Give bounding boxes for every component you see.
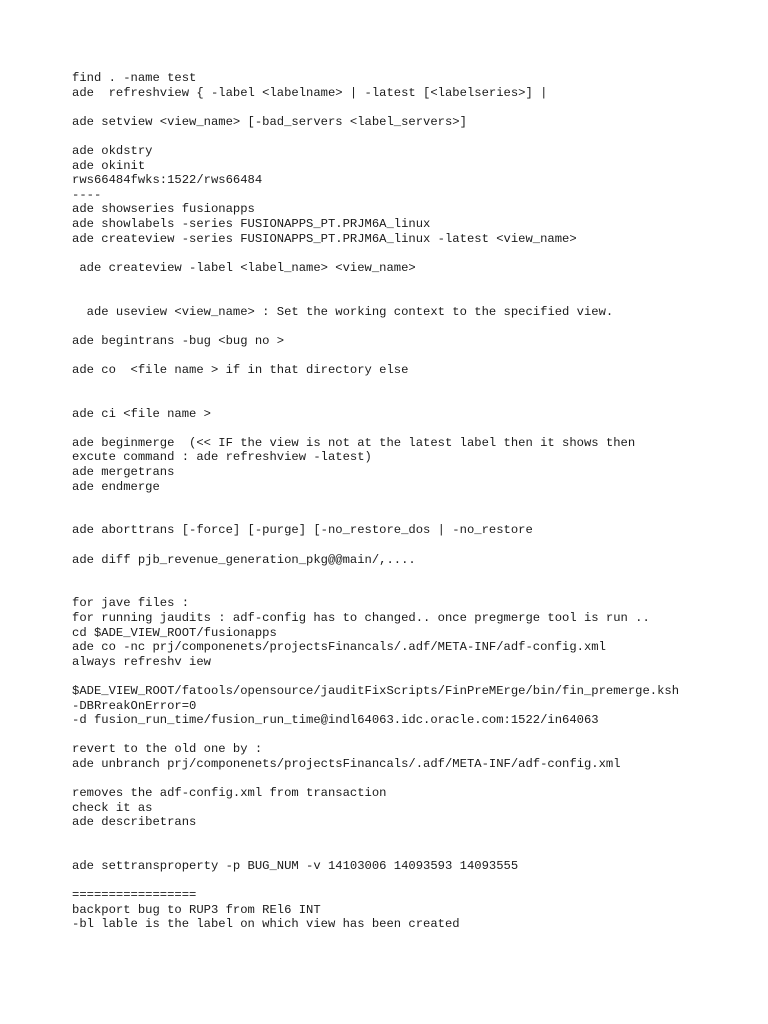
text-line: ade createview -label <label_name> <view_name> [72, 260, 416, 275]
text-line: ade okdstry [72, 143, 153, 158]
blank-line [72, 874, 762, 889]
blank-line [72, 567, 762, 582]
blank-line [72, 772, 762, 787]
blank-line [72, 494, 762, 509]
text-line: for jave files : [72, 596, 190, 611]
text-line: ade useview <view_name> : Set the working context to the specified view. [72, 304, 614, 319]
blank-line [72, 509, 762, 524]
blank-line [72, 844, 762, 859]
text-line: ade okinit [72, 158, 146, 173]
text-line: ade settransproperty -p BUG_NUM -v 14103006 14093593 14093555 [72, 859, 519, 874]
text-line: removes the adf-config.xml from transaction [72, 786, 387, 801]
text-line: ade createview -series FUSIONAPPS_PT.PRJM6A_linux -latest <view_name> [72, 231, 577, 246]
blank-line [72, 421, 762, 436]
text-line: revert to the old one by : [72, 742, 263, 757]
blank-line [72, 100, 762, 115]
text-line: ade refreshview { -label <labelname> | -latest [<labelseries>] | [72, 85, 548, 100]
text-line: -d fusion_run_time/fusion_run_time@indl64063.idc.oracle.com:1522/in64063 [72, 713, 599, 728]
document-page [72, 71, 762, 932]
text-line: -bl lable is the label on which view has been created [72, 917, 460, 932]
blank-line [72, 669, 762, 684]
text-line: ---- [72, 187, 102, 202]
blank-line [72, 728, 762, 743]
blank-line [72, 290, 762, 305]
text-line: ================= [72, 888, 197, 903]
text-line: ade ci <file name > [72, 406, 211, 421]
text-line: ade setview <view_name> [-bad_servers <label_servers>] [72, 114, 467, 129]
blank-line [72, 348, 762, 363]
blank-line [72, 246, 762, 261]
text-line: ade endmerge [72, 479, 160, 494]
text-line: check it as [72, 800, 153, 815]
blank-line [72, 319, 762, 334]
text-line: $ADE_VIEW_ROOT/fatools/opensource/jauditFixScripts/FinPreMErge/bin/fin_premerge.ksh [72, 683, 680, 698]
text-line: ade showseries fusionapps [72, 202, 255, 217]
text-line: ade unbranch prj/componenets/projectsFinancals/.adf/META-INF/adf-config.xml [72, 756, 621, 771]
blank-line [72, 538, 762, 553]
text-line: ade diff pjb_revenue_generation_pkg@@main/,.... [72, 552, 416, 567]
text-line: rws66484fwks:1522/rws66484 [72, 173, 263, 188]
text-line: ade showlabels -series FUSIONAPPS_PT.PRJM6A_linux [72, 216, 431, 231]
blank-line [72, 830, 762, 845]
text-line: ade beginmerge (<< IF the view is not at the latest label then it shows then [72, 435, 636, 450]
blank-line [72, 582, 762, 597]
text-line: always refreshv iew [72, 654, 211, 669]
text-line: find . -name test [72, 71, 197, 85]
text-line: -DBRreakOnError=0 [72, 698, 197, 713]
text-line: backport bug to RUP3 from REl6 INT [72, 902, 321, 917]
text-line: ade co <file name > if in that directory else [72, 362, 409, 377]
text-line: ade co -nc prj/componenets/projectsFinancals/.adf/META-INF/adf-config.xml [72, 640, 606, 655]
blank-line [72, 129, 762, 144]
text-line: ade aborttrans [-force] [-purge] [-no_restore_dos | -no_restore [72, 523, 533, 538]
text-line: ade describetrans [72, 815, 197, 830]
text-line: for running jaudits : adf-config has to changed.. once pregmerge tool is run .. [72, 610, 650, 625]
text-line: cd $ADE_VIEW_ROOT/fusionapps [72, 625, 277, 640]
blank-line [72, 275, 762, 290]
blank-line [72, 377, 762, 392]
text-line: ade mergetrans [72, 465, 175, 480]
text-line: excute command : ade refreshview -latest) [72, 450, 372, 465]
text-line: ade begintrans -bug <bug no > [72, 333, 285, 348]
blank-line [72, 392, 762, 407]
